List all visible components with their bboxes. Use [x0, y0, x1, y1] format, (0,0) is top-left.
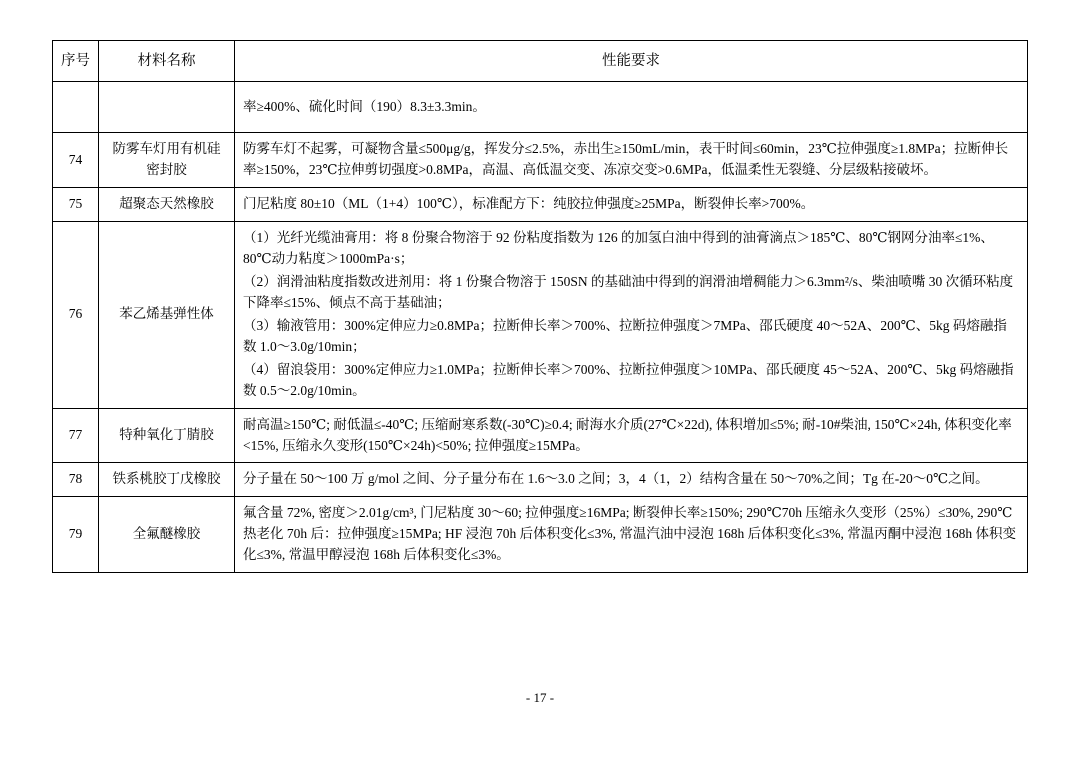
cell-material-name: 苯乙烯基弹性体: [99, 222, 235, 408]
table-row: [53, 408, 1028, 463]
requirement-line: 门尼粘度 80±10（ML（1+4）100℃），标准配方下：纯胶拉伸强度≥25MPa，断裂伸长率>700%。: [243, 196, 815, 212]
table-row: [53, 497, 1028, 573]
cell-no: 79: [53, 497, 99, 573]
material-specification-table: [52, 40, 1028, 573]
requirement-line: 耐高温≥150℃; 耐低温≤-40℃; 压缩耐寒系数(-30℃)≥0.4; 耐海水介质(27℃×22d), 体积增加≤5%; 耐-10#柴油, 150℃×24h, 体积变化率<15%, 压缩永久变形(150℃×24h)<50%; 拉伸强度≥15MPa。: [243, 416, 1012, 453]
table-row: [53, 188, 1028, 222]
table-body: [53, 82, 1028, 573]
cell-no: 78: [53, 463, 99, 497]
requirement-line: 氟含量 72%, 密度＞2.01g/cm³, 门尼粘度 30～60; 拉伸强度≥16MPa; 断裂伸长率≥150%; 290℃70h 压缩永久变形（25%）≤30%, 290℃热老化 70h 后：拉伸强度≥15MPa; HF 浸泡 70h 后体积变化≤3%, 常温汽油中浸泡 168h 后体积变化≤3%, 常温丙酮中浸泡 168h 体积变化≤3%, 常温甲醇浸泡 168h 后体积变化≤3%。: [243, 505, 1016, 563]
cell-no: 75: [53, 188, 99, 222]
table-header-row: [53, 41, 1028, 82]
cell-no: 77: [53, 408, 99, 463]
requirement-line: 防雾车灯不起雾，可凝物含量≤500μg/g，挥发分≤2.5%，赤出生≥150mL/min，表干时间≤60min，23℃拉伸强度≥1.8MPa；拉断伸长率≥150%，23℃拉伸剪切强度>0.8MPa，高温、高低温交变、冻凉交变>0.6MPa，低温柔性无裂缝、分层级粘接破坏。: [243, 141, 1009, 178]
cell-material-name: 全氟醚橡胶: [99, 497, 235, 573]
table-row: [53, 463, 1028, 497]
requirement-line: 分子量在 50～100 万 g/mol 之间、分子量分布在 1.6～3.0 之间；3，4（1，2）结构含量在 50～70%之间；Tg 在-20～0℃之间。: [243, 471, 989, 487]
cell-no: 76: [53, 222, 99, 408]
column-header-material-name: 材料名称: [99, 41, 235, 82]
cell-requirements: [235, 463, 1028, 497]
cell-material-name: 铁系桃胶丁戊橡胶: [99, 463, 235, 497]
table-row: [53, 82, 1028, 133]
cell-requirements: [235, 133, 1028, 188]
page-number: - 17 -: [525, 690, 555, 705]
cell-material-name: [99, 82, 235, 133]
column-header-no: 序号: [53, 41, 99, 82]
cell-requirements: [235, 497, 1028, 573]
table-row: [53, 133, 1028, 188]
column-header-performance-requirements: 性能要求: [235, 41, 1028, 82]
requirement-line: （2）润滑油粘度指数改进剂用：将 1 份聚合物溶于 150SN 的基础油中得到的润滑油增稠能力＞6.3mm²/s、柴油喷嘴 30 次循环粘度下降率≤15%、倾点不高于基础油；: [243, 274, 1014, 310]
requirement-line: （3）输液管用：300%定伸应力≥0.8MPa；拉断伸长率＞700%、拉断拉伸强度＞7MPa、邵氏硬度 40～52A、200℃、5kg 码熔融指数 1.0～3.0g/10min；: [243, 317, 1007, 354]
table-header: [53, 41, 1028, 82]
cell-requirements: [235, 82, 1028, 133]
cell-requirements: [235, 408, 1028, 463]
table-row: [53, 222, 1028, 408]
cell-no: [53, 82, 99, 133]
cell-requirements: [235, 188, 1028, 222]
cell-requirements: [235, 222, 1028, 408]
cell-no: 74: [53, 133, 99, 188]
requirement-line: 率≥400%、硫化时间（190）8.3±3.3min。: [243, 99, 486, 114]
cell-material-name: 超聚态天然橡胶: [99, 188, 235, 222]
cell-material-name: 防雾车灯用有机硅密封胶: [99, 133, 235, 188]
requirement-line: （1）光纤光缆油膏用：将 8 份聚合物溶于 92 份粘度指数为 126 的加氢白油中得到的油膏滴点＞185℃、80℃钢网分油率≤1%、80℃动力粘度＞1000mPa·s；: [243, 230, 994, 267]
requirement-line: （4）留浪袋用：300%定伸应力≥1.0MPa；拉断伸长率＞700%、拉断拉伸强度＞10MPa、邵氏硬度 45～52A、200℃、5kg 码熔融指数 0.5～2.0g/10min。: [243, 361, 1014, 398]
cell-material-name: 特种氧化丁腈胶: [99, 408, 235, 463]
